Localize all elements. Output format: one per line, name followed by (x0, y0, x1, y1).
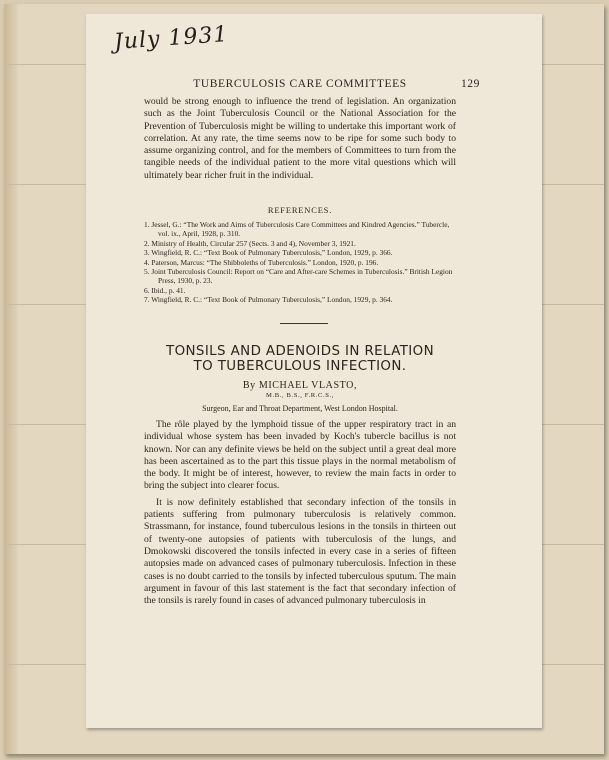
article-paragraph: The rôle played by the lymphoid tissue of the upper respiratory tract in an individual whose system has been invaded by Koch's tubercle bacillus is not known. Nor can any definite views be held on the subject until a great deal more has been ascertained as to the part this tissue plays in the normal metabolism of the body. It might be of interest, however, to review the main facts in order to bring the subject into clearer focus. (144, 419, 456, 492)
author-degrees: M.B., B.S., F.R.C.S., (266, 392, 334, 399)
article-paragraph: It is now definitely established that secondary infection of the tonsils in patients suffering from pulmonary tuberculosis is relatively common. Strassmann, for instance, found tuberculous lesions in the tonsils in thirteen out of twenty-one autopsies of patients with tuberculosis of the lungs, and Dmokowski discovered the tonsils infected in every case in a series of fifteen autopsies made on advanced cases of pulmonary tuberculosis. Infection in these cases is no doubt carried to the tonsils by infected tuberculous sputum. The main argument in favour of this last statement is the fact that secondary infection of the tonsils is rarely found in cases of advanced pulmonary tuberculosis in (144, 496, 456, 607)
references-heading: REFERENCES. (267, 205, 333, 215)
reference-item: 5. Joint Tuberculosis Council: Report on “Care and After-care Schemes in Tuberculosis.” British Legion Press, 1930, p. 23. (144, 267, 453, 286)
running-head-title: TUBERCULOSIS CARE COMMITTEES (193, 78, 407, 90)
author-byline: By MICHAEL VLASTO, (242, 380, 358, 391)
reference-item: 7. Wingfield, R. C.: “Text Book of Pulmonary Tuberculosis,” London, 1929, p. 364. (144, 295, 393, 305)
reference-item: 2. Ministry of Health, Circular 257 (Sects. 3 and 4), November 3, 1921. (144, 238, 356, 248)
running-head (144, 78, 480, 90)
article-title (136, 344, 464, 374)
scrapbook-spine (4, 4, 18, 754)
article-title-line: TONSILS AND ADENOIDS IN RELATION (165, 344, 434, 359)
handwritten-date: July 1931 (113, 22, 230, 55)
journal-page (86, 14, 542, 728)
article-body (144, 419, 456, 611)
intro-paragraph: would be strong enough to influence the trend of legislation. An organization such as the Joint Tuberculosis Council or the National Association for the Prevention of Tuberculosis might be willing to undertake this important work of correlation. At any rate, the time seems now to be ripe for some such body to assume organizing control, and for the members of Committees to turn from the tangible needs of the individual patient to the more vital questions which will ultimately bear richer fruit in the individual. (144, 96, 456, 181)
intro-paragraph-block (144, 96, 456, 182)
article-title-line: TO TUBERCULOUS INFECTION. (193, 359, 407, 374)
reference-item: 4. Paterson, Marcus: “The Shibboleths of Tuberculosis.” London, 1920, p. 196. (144, 257, 379, 267)
section-divider (280, 323, 328, 324)
author-affiliation: Surgeon, Ear and Throat Department, West London Hospital. (202, 404, 398, 413)
reference-item: 3. Wingfield, R. C.: “Text Book of Pulmonary Tuberculosis,” London, 1929, p. 366. (144, 248, 393, 258)
reference-item: 1. Jessel, G.: “The Work and Aims of Tuberculosis Care Committees and Kindred Agencies.” Tubercle, vol. ix., April, 1928, p. 310. (144, 220, 450, 239)
reference-item: 6. Ibid., p. 41. (144, 285, 186, 295)
page-number: 129 (460, 78, 480, 90)
references-list (144, 220, 456, 305)
